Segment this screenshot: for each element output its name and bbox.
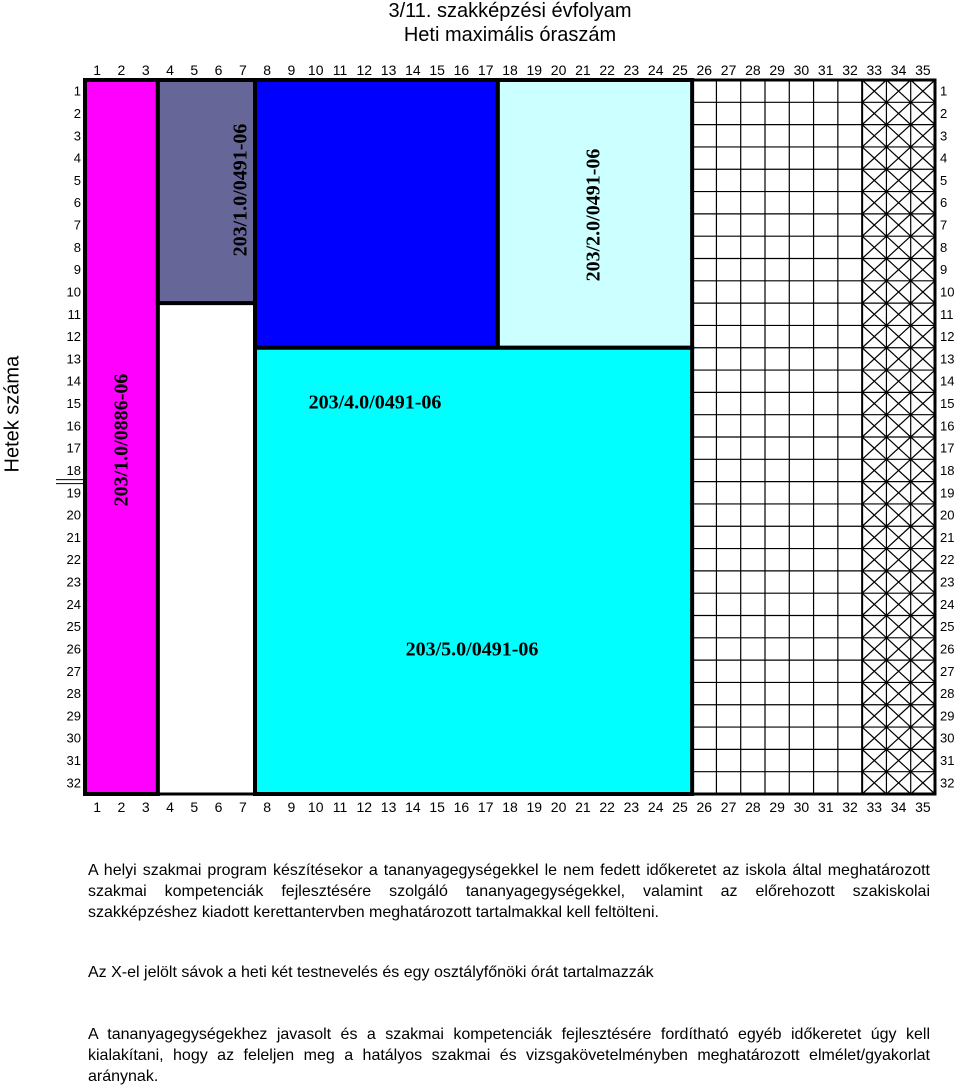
x-tick-label-bottom: 4 — [166, 799, 174, 815]
y-tick-label-right: 26 — [940, 641, 955, 657]
x-tick-label-top: 22 — [599, 62, 615, 78]
x-tick-label-bottom: 5 — [190, 799, 199, 815]
y-tick-label-left: 28 — [66, 686, 81, 702]
x-tick-label-bottom: 24 — [647, 799, 664, 815]
x-tick-label-top: 27 — [720, 62, 737, 78]
x-tick-label-bottom: 26 — [696, 799, 713, 815]
x-tick-label-bottom: 9 — [287, 799, 296, 815]
y-tick-label-right: 8 — [940, 239, 948, 255]
y-tick-label-right: 17 — [940, 440, 955, 456]
y-tick-label-left: 2 — [73, 105, 81, 121]
y-tick-label-left: 11 — [67, 306, 81, 322]
block-label-3: 203/4.0/0491-06 — [308, 391, 442, 414]
x-tick-label-bottom: 31 — [817, 799, 834, 815]
y-tick-label-left: 17 — [66, 440, 81, 456]
x-tick-label-bottom: 32 — [842, 799, 858, 815]
x-tick-label-top: 4 — [166, 62, 174, 78]
y-tick-label-right: 15 — [940, 396, 955, 412]
y-tick-label-right: 2 — [940, 105, 948, 121]
y-tick-label-left: 6 — [73, 195, 81, 211]
y-tick-label-left: 12 — [66, 329, 81, 345]
x-tick-label-top: 19 — [526, 62, 543, 78]
x-tick-label-bottom: 33 — [866, 799, 883, 815]
y-tick-label-left: 18 — [66, 462, 81, 478]
y-tick-label-left: 10 — [66, 284, 81, 300]
x-tick-label-bottom: 1 — [93, 799, 102, 815]
x-tick-label-top: 9 — [287, 62, 296, 78]
y-tick-label-right: 6 — [940, 195, 948, 211]
x-tick-label-bottom: 21 — [575, 799, 591, 815]
x-tick-label-top: 31 — [817, 62, 834, 78]
y-tick-label-right: 14 — [940, 373, 955, 389]
y-tick-label-left: 13 — [66, 351, 81, 367]
x-tick-label-top: 1 — [93, 62, 102, 78]
y-tick-label-right: 28 — [940, 686, 955, 702]
x-tick-label-top: 21 — [575, 62, 591, 78]
x-tick-label-top: 12 — [356, 62, 373, 78]
block-label-5: 203/5.0/0491-06 — [405, 638, 539, 661]
y-tick-label-left: 16 — [66, 418, 81, 434]
x-tick-label-bottom: 6 — [214, 799, 223, 815]
y-tick-label-right: 27 — [940, 663, 955, 679]
x-tick-label-bottom: 25 — [672, 799, 688, 815]
x-tick-label-bottom: 28 — [745, 799, 761, 815]
y-tick-label-left: 20 — [66, 507, 81, 523]
chart-title-line2: Heti maximális óraszám — [403, 24, 617, 46]
y-tick-label-right: 11 — [940, 306, 954, 322]
x-tick-label-top: 18 — [502, 62, 518, 78]
x-tick-label-bottom: 15 — [429, 799, 445, 815]
x-tick-label-bottom: 20 — [550, 799, 567, 815]
y-tick-label-left: 31 — [66, 753, 81, 769]
y-tick-label-right: 20 — [940, 507, 955, 523]
y-tick-label-right: 1 — [940, 83, 948, 99]
x-tick-label-top: 5 — [190, 62, 199, 78]
x-tick-label-bottom: 11 — [332, 799, 348, 815]
y-tick-label-right: 25 — [940, 619, 955, 635]
x-tick-label-bottom: 14 — [405, 799, 421, 815]
x-tick-label-bottom: 19 — [526, 799, 543, 815]
y-tick-label-left: 5 — [73, 172, 81, 188]
x-tick-label-bottom: 2 — [117, 799, 126, 815]
x-tick-label-bottom: 8 — [263, 799, 272, 815]
y-tick-label-right: 12 — [940, 329, 955, 345]
y-tick-label-right: 10 — [940, 284, 955, 300]
y-tick-label-right: 22 — [940, 552, 955, 568]
x-tick-label-top: 33 — [866, 62, 883, 78]
x-tick-label-top: 32 — [842, 62, 858, 78]
y-tick-label-right: 9 — [940, 262, 948, 278]
x-tick-label-bottom: 34 — [890, 799, 907, 815]
note-paragraph-1: A helyi szakmai program készítésekor a tananyagegységekkel le nem fedett időkeretet az iskola által meghatározott szakmai kompetenciák fejlesztésére szolgáló tananyagegységekkel, valamint az előrehozott szakiskolai szakképzéshez kiadott kerettantervben meghatározott tartalmakkal kell feltölteni. — [88, 862, 930, 921]
y-tick-label-left: 14 — [66, 373, 81, 389]
y-tick-label-right: 16 — [940, 418, 955, 434]
y-tick-label-right: 24 — [940, 596, 955, 612]
y-tick-label-right: 5 — [940, 172, 948, 188]
y-tick-label-left: 1 — [73, 83, 81, 99]
y-tick-label-left: 22 — [66, 552, 81, 568]
y-tick-label-left: 9 — [73, 262, 81, 278]
y-tick-label-right: 13 — [940, 351, 955, 367]
y-tick-label-left: 21 — [66, 529, 81, 545]
y-tick-label-left: 25 — [66, 619, 81, 635]
block-label-2: 203/1.0/0491-06 — [229, 123, 252, 257]
x-tick-label-top: 3 — [141, 62, 150, 78]
y-tick-label-left: 8 — [73, 239, 81, 255]
x-tick-label-bottom: 30 — [793, 799, 810, 815]
x-tick-label-top: 16 — [453, 62, 470, 78]
x-tick-label-top: 10 — [307, 62, 324, 78]
block-label-4: 203/2.0/0491-06 — [582, 148, 605, 282]
y-tick-label-right: 21 — [940, 529, 955, 545]
x-tick-label-bottom: 10 — [307, 799, 324, 815]
x-tick-label-top: 34 — [890, 62, 907, 78]
y-tick-label-left: 4 — [73, 150, 81, 166]
y-tick-label-right: 31 — [940, 753, 955, 769]
x-tick-label-bottom: 27 — [720, 799, 737, 815]
y-tick-label-right: 30 — [940, 730, 955, 746]
note-paragraph-3: A tananyagegységekhez javasolt és a szakmai kompetenciák fejlesztésére fordítható egyéb időkeretet úgy kell kialakítani, hogy az feleljen meg a hatályos szakmai és vizsgakövetelményben meghatározott elmélet/gyakorlat aránynak. — [88, 1026, 930, 1085]
y-tick-label-left: 32 — [66, 775, 81, 791]
note-paragraph-2: Az X-el jelölt sávok a heti két testnevelés és egy osztályfőnöki órát tartalmazzák — [88, 964, 654, 981]
x-tick-label-bottom: 16 — [453, 799, 470, 815]
x-tick-label-bottom: 29 — [769, 799, 785, 815]
y-tick-label-left: 19 — [66, 485, 81, 501]
y-tick-label-right: 19 — [940, 485, 955, 501]
x-tick-label-top: 6 — [214, 62, 223, 78]
x-tick-label-bottom: 18 — [502, 799, 518, 815]
x-tick-label-bottom: 35 — [915, 799, 931, 815]
x-tick-label-top: 24 — [647, 62, 664, 78]
y-tick-label-left: 15 — [66, 396, 81, 412]
x-tick-label-top: 7 — [238, 62, 247, 78]
x-tick-label-top: 13 — [380, 62, 397, 78]
y-axis-label: Hetek száma — [1, 355, 24, 473]
x-tick-label-top: 29 — [769, 62, 785, 78]
x-tick-label-bottom: 22 — [599, 799, 615, 815]
y-tick-label-left: 26 — [66, 641, 81, 657]
y-tick-label-left: 23 — [66, 574, 81, 590]
y-tick-label-right: 32 — [940, 775, 955, 791]
y-tick-label-left: 27 — [66, 663, 81, 679]
x-tick-label-top: 20 — [550, 62, 567, 78]
y-tick-label-right: 29 — [940, 708, 955, 724]
block-5 — [255, 348, 692, 794]
x-tick-label-top: 11 — [332, 62, 348, 78]
y-tick-label-left: 24 — [66, 596, 81, 612]
y-tick-label-right: 18 — [940, 462, 955, 478]
x-tick-label-top: 8 — [263, 62, 272, 78]
y-tick-label-left: 29 — [66, 708, 81, 724]
x-tick-label-bottom: 12 — [356, 799, 373, 815]
y-tick-label-left: 3 — [73, 128, 81, 144]
x-tick-label-top: 15 — [429, 62, 445, 78]
x-tick-label-top: 17 — [477, 62, 494, 78]
y-tick-label-right: 23 — [940, 574, 955, 590]
x-tick-label-bottom: 3 — [141, 799, 150, 815]
x-tick-label-top: 35 — [915, 62, 931, 78]
block-label-1: 203/1.0/0886-06 — [110, 373, 133, 507]
x-tick-label-top: 25 — [672, 62, 688, 78]
x-tick-label-top: 28 — [745, 62, 761, 78]
x-tick-label-top: 23 — [623, 62, 640, 78]
y-tick-label-right: 4 — [940, 150, 948, 166]
x-tick-label-top: 14 — [405, 62, 421, 78]
y-tick-label-right: 3 — [940, 128, 948, 144]
chart-title-line1: 3/11. szakképzési évfolyam — [388, 0, 632, 22]
y-tick-label-right: 7 — [940, 217, 948, 233]
x-tick-label-bottom: 17 — [477, 799, 494, 815]
x-tick-label-top: 30 — [793, 62, 810, 78]
x-tick-label-bottom: 13 — [380, 799, 397, 815]
y-tick-label-left: 30 — [66, 730, 81, 746]
x-tick-label-bottom: 7 — [238, 799, 247, 815]
y-tick-label-left: 7 — [73, 217, 81, 233]
x-tick-label-bottom: 23 — [623, 799, 640, 815]
x-tick-label-top: 26 — [696, 62, 713, 78]
x-tick-label-top: 2 — [117, 62, 126, 78]
